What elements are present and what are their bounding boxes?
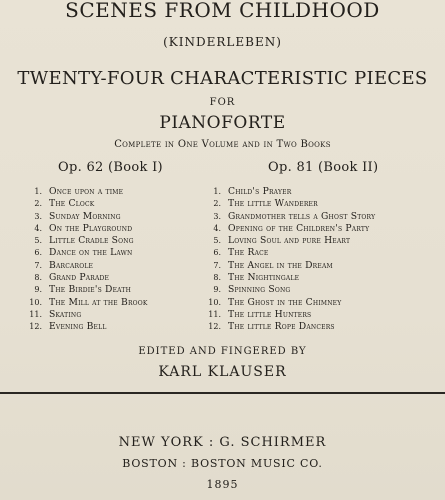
item-title: Sunday Morning (49, 210, 121, 222)
item-title: Evening Bell (49, 321, 107, 333)
for-label: FOR (209, 97, 236, 108)
book2-contents (203, 186, 443, 334)
item-number: 10. (208, 297, 221, 307)
list-item (203, 211, 443, 223)
pieces-title: TWENTY-FOUR CHARACTERISTIC PIECES (17, 68, 428, 89)
item-title: Grand Parade (49, 272, 110, 284)
item-number: 1. (213, 187, 221, 196)
book1-contents (24, 186, 214, 334)
item-number: 6. (213, 248, 221, 258)
item-number: 2. (34, 199, 42, 209)
item-number: 8. (34, 273, 42, 283)
list-item (24, 247, 214, 259)
list-item (24, 186, 214, 198)
item-title: The Mill at the Brook (49, 296, 148, 308)
list-item (203, 284, 443, 296)
item-number: 3. (213, 211, 221, 221)
item-number: 9. (213, 285, 221, 295)
book2-heading: Op. 81 (Book II) (268, 160, 379, 175)
item-number: 2. (213, 199, 221, 209)
item-number: 12. (29, 322, 42, 332)
list-item (203, 223, 443, 235)
item-number: 4. (34, 223, 42, 233)
item-number: 4. (213, 223, 221, 233)
item-title: The little Hunters (228, 308, 312, 320)
list-item (203, 297, 443, 309)
list-item (24, 211, 214, 223)
item-title: Little Cradle Song (49, 235, 134, 247)
item-title: The Angel in the Dream (228, 259, 333, 271)
item-title: The Race (228, 247, 269, 259)
editor-name: KARL KLAUSER (158, 364, 287, 380)
item-title: The Nightingale (228, 272, 300, 284)
edited-label: EDITED AND FINGERED BY (138, 346, 307, 357)
item-number: 12. (208, 322, 221, 332)
list-item (24, 198, 214, 210)
item-title: Dance on the Lawn (49, 247, 133, 259)
item-number: 7. (34, 260, 42, 270)
item-number: 5. (213, 236, 221, 246)
item-title: Child's Prayer (228, 186, 292, 197)
item-number: 11. (29, 309, 42, 319)
list-item (24, 235, 214, 247)
publication-year: 1895 (206, 478, 239, 491)
edition-note: Complete in One Volume and in Two Books (114, 139, 331, 150)
item-title: The Clock (49, 198, 95, 210)
publisher-new-york: NEW YORK : G. SCHIRMER (118, 435, 327, 450)
item-title: Grandmother tells a Ghost Story (228, 210, 376, 222)
list-item (203, 321, 443, 333)
list-item (203, 198, 443, 210)
instrument-name: PIANOFORTE (159, 113, 286, 133)
list-item (203, 260, 443, 272)
list-item (24, 284, 214, 296)
item-number: 6. (34, 248, 42, 258)
item-title: On the Playground (49, 222, 133, 234)
item-title: The little Rope Dancers (228, 321, 335, 333)
book1-heading: Op. 62 (Book I) (58, 160, 163, 175)
list-item (203, 272, 443, 284)
item-title: Barcarole (49, 259, 94, 271)
item-title: Spinning Song (228, 284, 291, 296)
item-title: Skating (49, 308, 82, 320)
item-number: 7. (213, 260, 221, 270)
list-item (24, 223, 214, 235)
list-item (24, 321, 214, 333)
item-number: 5. (34, 236, 42, 246)
item-number: 10. (29, 297, 42, 307)
list-item (24, 260, 214, 272)
list-item (24, 309, 214, 321)
list-item (203, 235, 443, 247)
item-number: 11. (208, 309, 221, 319)
page-subtitle: (KINDERLEBEN) (163, 35, 282, 49)
list-item (203, 309, 443, 321)
item-title: The little Wanderer (228, 198, 318, 210)
item-title: The Ghost in the Chimney (228, 296, 342, 308)
item-number: 8. (213, 273, 221, 283)
item-number: 3. (34, 211, 42, 221)
item-title: The Birdie's Death (49, 284, 132, 296)
list-item (24, 297, 214, 309)
page-title: SCENES FROM CHILDHOOD (65, 0, 380, 22)
list-item (203, 247, 443, 259)
list-item (24, 272, 214, 284)
item-title: Once upon a time (49, 186, 124, 197)
publisher-boston: BOSTON : BOSTON MUSIC CO. (122, 457, 323, 470)
divider-rule (0, 392, 445, 394)
item-title: Loving Soul and pure Heart (228, 235, 351, 247)
list-item (203, 186, 443, 198)
item-number: 1. (34, 187, 42, 196)
item-title: Opening of the Children's Party (228, 222, 370, 234)
item-number: 9. (34, 285, 42, 295)
